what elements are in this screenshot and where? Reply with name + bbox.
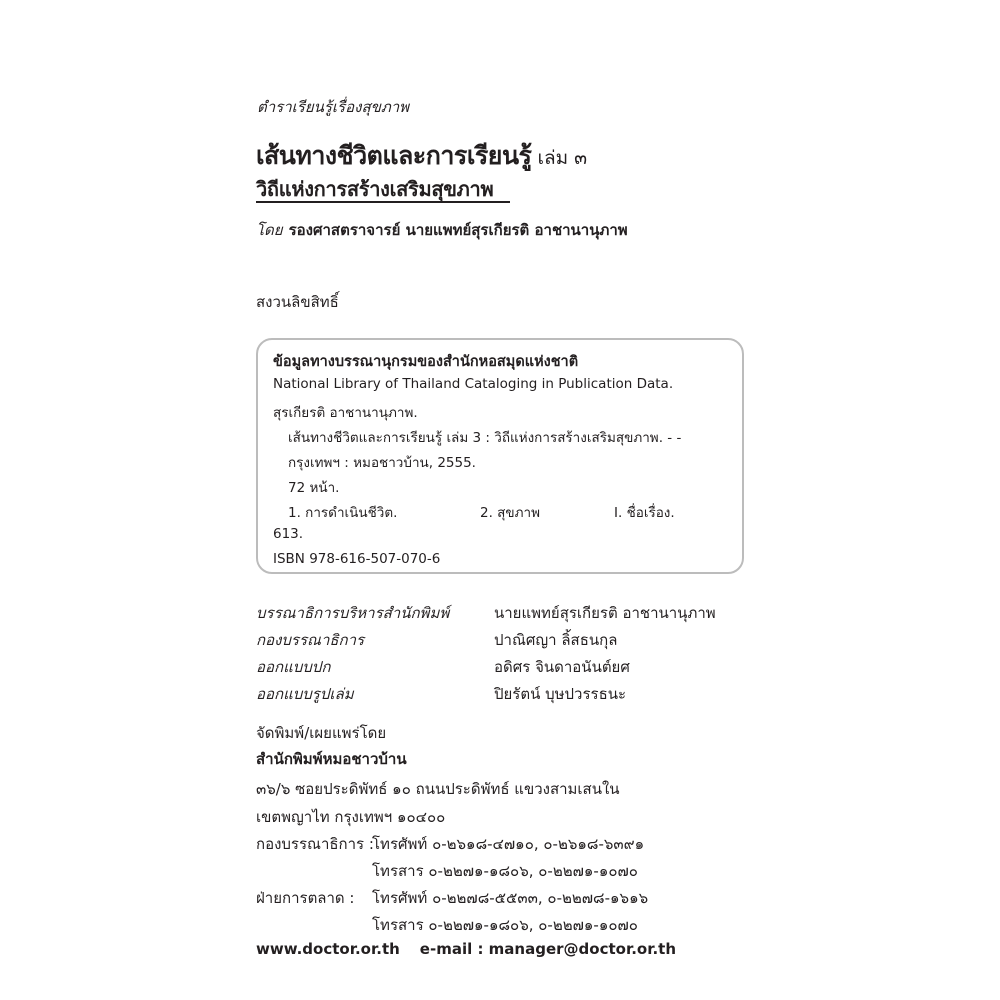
editorial-fax: โทรสาร ๐-๒๒๗๑-๑๘๐๖, ๐-๒๒๗๑-๑๐๗๐ (372, 862, 638, 880)
publisher-address-2: เขตพญาไท กรุงเทพฯ ๑๐๔๐๐ (256, 808, 446, 826)
author-by: โดย (256, 221, 283, 239)
cip-subject-3: I. ชื่อเรื่อง. (614, 505, 675, 521)
credit-role-cover: ออกแบบปก (256, 658, 331, 676)
cip-class: 613. (273, 526, 304, 542)
website-link[interactable]: www.doctor.or.th (256, 940, 400, 958)
web-contact (256, 940, 676, 958)
cip-subject-1: 1. การดำเนินชีวิต. (288, 505, 398, 521)
series-title: ตำราเรียนรู้เรื่องสุขภาพ (257, 98, 410, 116)
publisher-label: จัดพิมพ์/เผยแพร่โดย (256, 724, 387, 742)
subtitle-underline (256, 201, 510, 203)
credit-name-editorial: ปาณิศญา ลิ้สธนกุล (494, 631, 618, 649)
cip-imprint: กรุงเทพฯ : หมอชาวบ้าน, 2555. (288, 455, 476, 471)
credit-name-cover: อดิศร จินดาอนันต์ยศ (494, 658, 630, 676)
cip-author: สุรเกียรติ อาชานานุภาพ. (273, 405, 418, 421)
credit-name-layout: ปิยรัตน์ บุษปวรรธนะ (494, 685, 627, 703)
editorial-contact-label: กองบรรณาธิการ : (256, 835, 374, 853)
credit-role-executive-editor: บรรณาธิการบริหารสำนักพิมพ์ (256, 604, 450, 622)
book-subtitle: วิถีแห่งการสร้างเสริมสุขภาพ (256, 177, 494, 201)
publisher-address-1: ๓๖/๖ ซอยประดิพัทธ์ ๑๐ ถนนประดิพัทธ์ แขวงสามเสนใน (256, 780, 620, 798)
credit-name-executive-editor: นายแพทย์สุรเกียรติ อาชานานุภาพ (494, 604, 716, 622)
marketing-phone: โทรศัพท์ ๐-๒๒๗๘-๕๕๓๓, ๐-๒๒๗๘-๑๖๑๖ (372, 889, 649, 907)
editorial-phone: โทรศัพท์ ๐-๒๖๑๘-๔๗๑๐, ๐-๒๖๑๘-๖๓๙๑ (372, 835, 645, 853)
author-name: รองศาสตราจารย์ นายแพทย์สุรเกียรติ อาชานานุภาพ (288, 221, 628, 239)
cip-heading: ข้อมูลทางบรรณานุกรมของสำนักหอสมุดแห่งชาติ (273, 354, 579, 370)
email-link[interactable]: e-mail : manager@doctor.or.th (419, 940, 677, 958)
marketing-contact-label: ฝ่ายการตลาด : (256, 889, 355, 907)
credit-role-editorial: กองบรรณาธิการ (256, 631, 365, 649)
cip-box (256, 338, 744, 574)
book-volume: เล่ม ๓ (537, 147, 588, 169)
book-title-main: เส้นทางชีวิตและการเรียนรู้ (256, 141, 532, 170)
cip-subject-2: 2. สุขภาพ (480, 505, 541, 521)
book-title (256, 136, 587, 176)
author-line (256, 218, 628, 242)
cip-title: เส้นทางชีวิตและการเรียนรู้ เล่ม 3 : วิถีแห่งการสร้างเสริมสุขภาพ. - - (288, 430, 682, 446)
marketing-fax: โทรสาร ๐-๒๒๗๑-๑๘๐๖, ๐-๒๒๗๑-๑๐๗๐ (372, 916, 638, 934)
credit-role-layout: ออกแบบรูปเล่ม (256, 685, 354, 703)
publisher-name: สำนักพิมพ์หมอชาวบ้าน (256, 750, 407, 768)
cip-english: National Library of Thailand Cataloging in Publication Data. (273, 376, 674, 392)
cip-isbn: ISBN 978-616-507-070-6 (273, 551, 441, 567)
cip-pages: 72 หน้า. (288, 480, 340, 496)
copyright-notice: สงวนลิขสิทธิ์ (256, 293, 339, 311)
